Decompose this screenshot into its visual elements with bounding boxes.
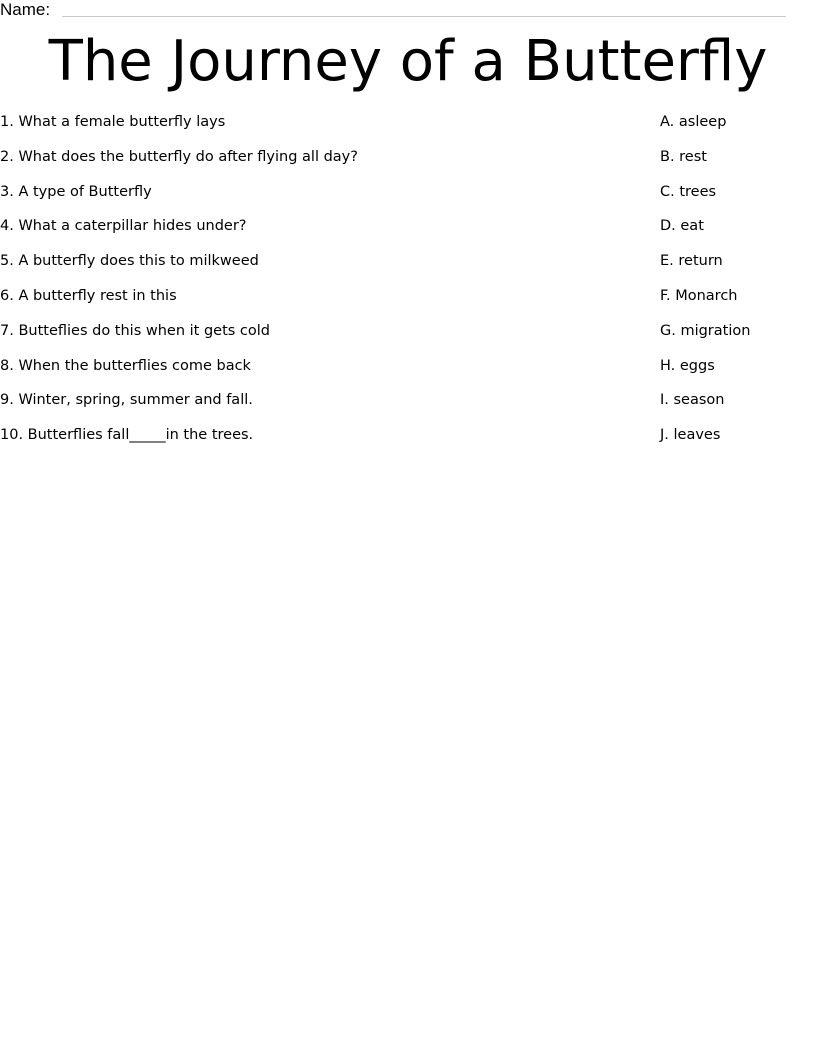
answer-item: E. return [660, 253, 723, 270]
answer-item: B. rest [660, 148, 707, 165]
name-write-line [62, 16, 786, 17]
answers-list [660, 111, 810, 459]
answer-item: H. eggs [660, 357, 715, 374]
name-row [0, 0, 790, 20]
answer-item: F. Monarch [660, 287, 738, 304]
question-item: 10. Butterflies fall_____in the trees. [0, 427, 254, 444]
answer-item: I. season [660, 392, 725, 409]
questions-list [0, 111, 620, 459]
answer-item: J. leaves [660, 427, 721, 444]
question-item: 6. A butterfly rest in this [0, 287, 177, 304]
question-item: 5. A butterfly does this to milkweed [0, 253, 259, 270]
question-item: 4. What a caterpillar hides under? [0, 218, 247, 235]
question-item: 7. Butteflies do this when it gets cold [0, 322, 271, 339]
question-item: 3. A type of Butterfly [0, 183, 152, 200]
answer-item: G. migration [660, 322, 751, 339]
answer-item: C. trees [660, 183, 717, 200]
answer-item: A. asleep [660, 114, 727, 130]
question-item: 1. What a female butterfly lays [0, 114, 226, 130]
question-item: 8. When the butterflies come back [0, 357, 251, 374]
question-item: 9. Winter, spring, summer and fall. [0, 392, 253, 409]
worksheet-title: The Journey of a Butterfly [48, 29, 768, 94]
question-item: 2. What does the butterfly do after flying all day? [0, 148, 358, 165]
answer-item: D. eat [660, 218, 704, 235]
name-label: Name: [0, 0, 51, 19]
